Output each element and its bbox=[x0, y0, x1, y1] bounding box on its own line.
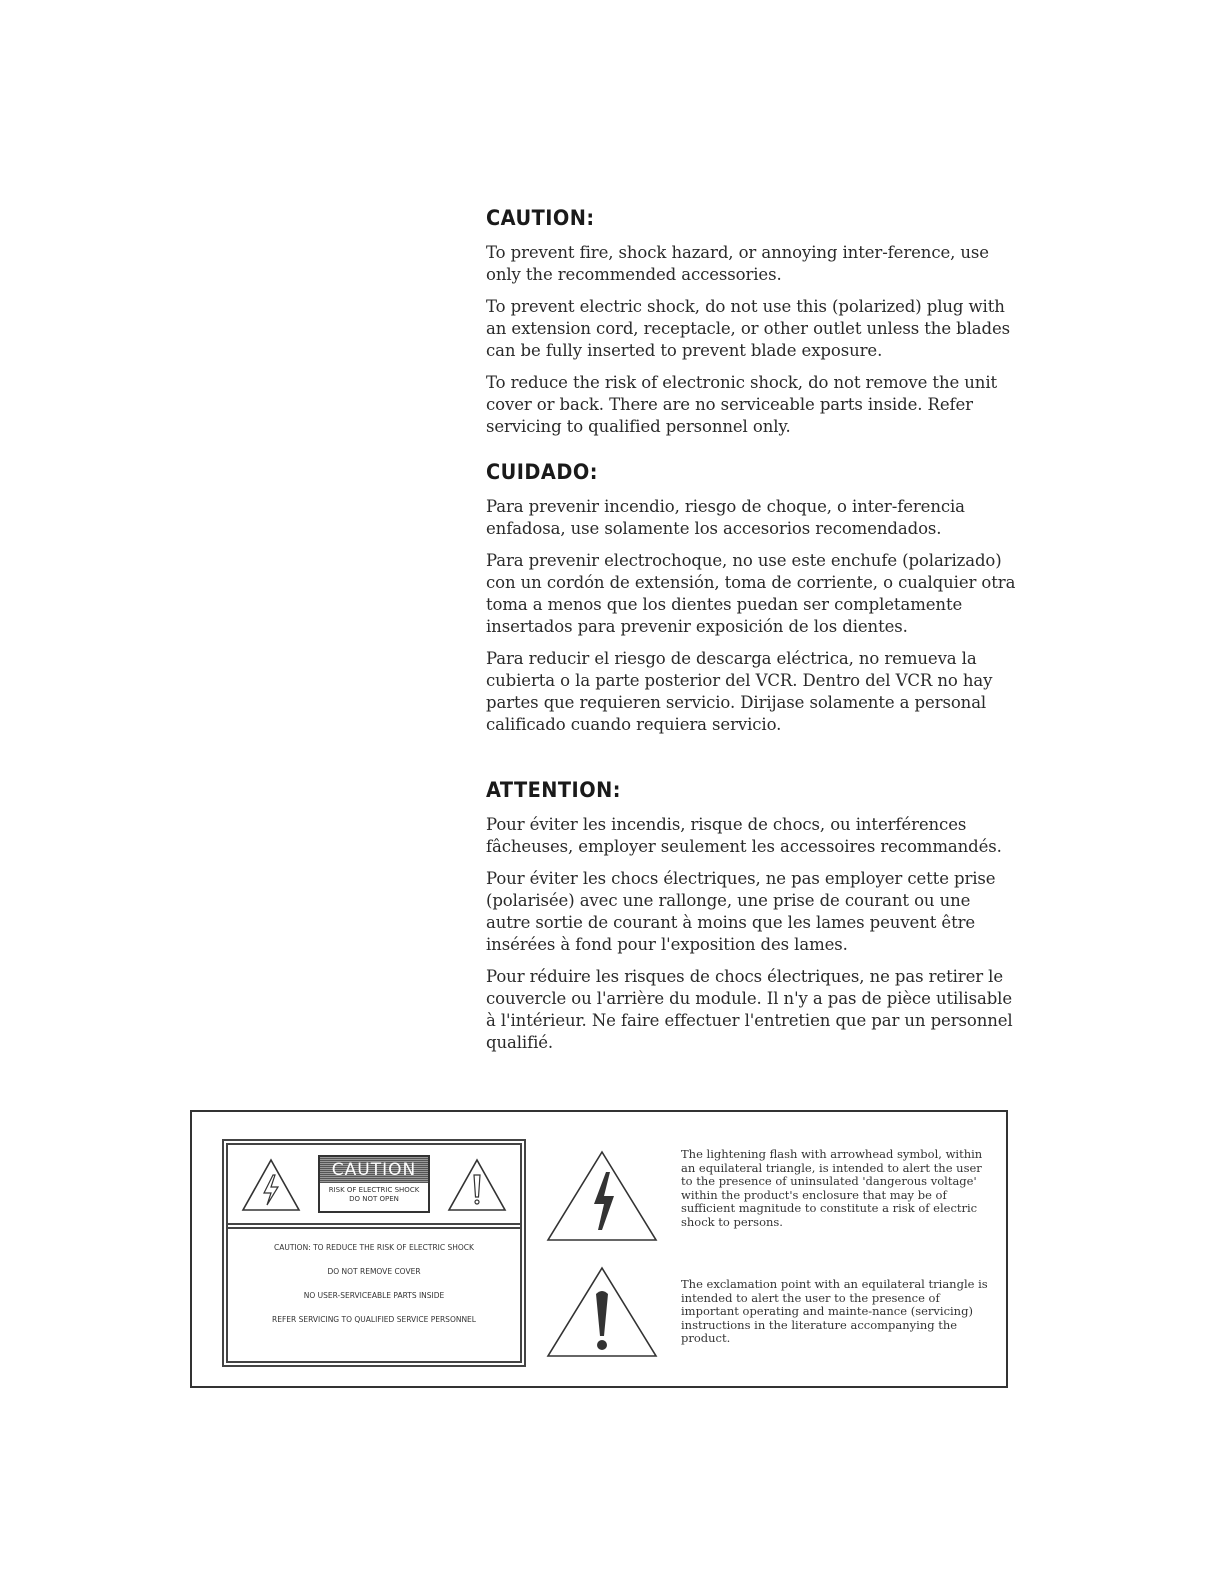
large-lightning-triangle-icon bbox=[546, 1150, 658, 1242]
cuidado-section bbox=[486, 460, 1016, 736]
large-exclamation-triangle-icon bbox=[546, 1266, 658, 1358]
attention-section bbox=[486, 778, 1016, 1054]
caution-label-line-4: REFER SERVICING TO QUALIFIED SERVICE PERSONNEL bbox=[272, 1315, 476, 1324]
cuidado-heading: CUIDADO: bbox=[486, 460, 598, 484]
caution-label-line-3: NO USER-SERVICEABLE PARTS INSIDE bbox=[303, 1291, 445, 1300]
caution-heading: CAUTION: bbox=[486, 206, 595, 230]
caution-badge bbox=[318, 1155, 430, 1213]
attention-paragraph-1: Pour éviter les incendis, risque de chocs, ou interférences fâcheuses, employer seulement les accessoires recommandés. bbox=[486, 815, 1002, 856]
caution-label bbox=[222, 1139, 526, 1367]
lightning-symbol-description: The lightening flash with arrowhead symbol, within an equilateral triangle, is intended to alert the user to the presence of uninsulated 'dangerous voltage' within the product's enclosure that may be of sufficient magnitude to constitute a risk of electric shock to persons. bbox=[681, 1147, 983, 1229]
caution-label-line-1: CAUTION: TO REDUCE THE RISK OF ELECTRIC SHOCK bbox=[274, 1243, 474, 1252]
attention-paragraph-3: Pour réduire les risques de chocs électriques, ne pas retirer le couvercle ou l'arrière du module. Il n'y a pas de pièce utilisable à l'intérieur. Ne faire effectuer l'entretien que par un personnel qualifié. bbox=[486, 967, 1013, 1052]
caution-badge-risk-text: RISK OF ELECTRIC SHOCK bbox=[328, 1186, 420, 1194]
lightning-triangle-icon bbox=[240, 1157, 302, 1213]
attention-paragraph-2: Pour éviter les chocs électriques, ne pas employer cette prise (polarisée) avec une rallonge, une prise de courant ou une autre sortie de courant à moins que les lames peuvent être insérées à fond pour l'exposition des lames. bbox=[486, 869, 996, 954]
caution-badge-open-text: DO NOT OPEN bbox=[349, 1195, 399, 1203]
cuidado-paragraph-2: Para prevenir electrochoque, no use este enchufe (polarizado) con un cordón de extensión, toma de corriente, o cualquier otra toma a menos que los dientes puedan ser completamente insertados para prevenir exposición de los dientes. bbox=[486, 551, 1016, 636]
caution-badge-subtitle bbox=[320, 1186, 428, 1204]
caution-paragraph-3: To reduce the risk of electronic shock, do not remove the unit cover or back. There are no serviceable parts inside. Refer servicing to qualified personnel only. bbox=[486, 373, 998, 436]
cuidado-paragraph-1: Para prevenir incendio, riesgo de choque, o inter-ferencia enfadosa, use solamente los accesorios recomendados. bbox=[486, 497, 965, 538]
cuidado-paragraph-3: Para reducir el riesgo de descarga eléctrica, no remueva la cubierta o la parte posterior del VCR. Dentro del VCR no hay partes que requieren servicio. Dirijase solamente a personal calificado cuando requiera servicio. bbox=[486, 649, 993, 734]
caution-label-line-2: DO NOT REMOVE COVER bbox=[327, 1267, 421, 1276]
attention-heading: ATTENTION: bbox=[486, 778, 621, 802]
caution-label-lines bbox=[228, 1243, 520, 1339]
caution-badge-title: CAUTION bbox=[320, 1157, 428, 1183]
exclamation-symbol-description: The exclamation point with an equilateral triangle is intended to alert the user to the presence of important operating and mainte-nance (servicing) instructions in the literature accompanying the product. bbox=[681, 1277, 988, 1345]
exclamation-triangle-icon bbox=[446, 1157, 508, 1213]
caution-paragraph-2: To prevent electric shock, do not use this (polarized) plug with an extension cord, receptacle, or other outlet unless the blades can be fully inserted to prevent blade exposure. bbox=[486, 297, 1011, 360]
caution-label-header bbox=[228, 1145, 520, 1229]
caution-section bbox=[486, 206, 1016, 438]
caution-paragraph-1: To prevent fire, shock hazard, or annoying inter-ference, use only the recommended accessories. bbox=[486, 243, 989, 284]
